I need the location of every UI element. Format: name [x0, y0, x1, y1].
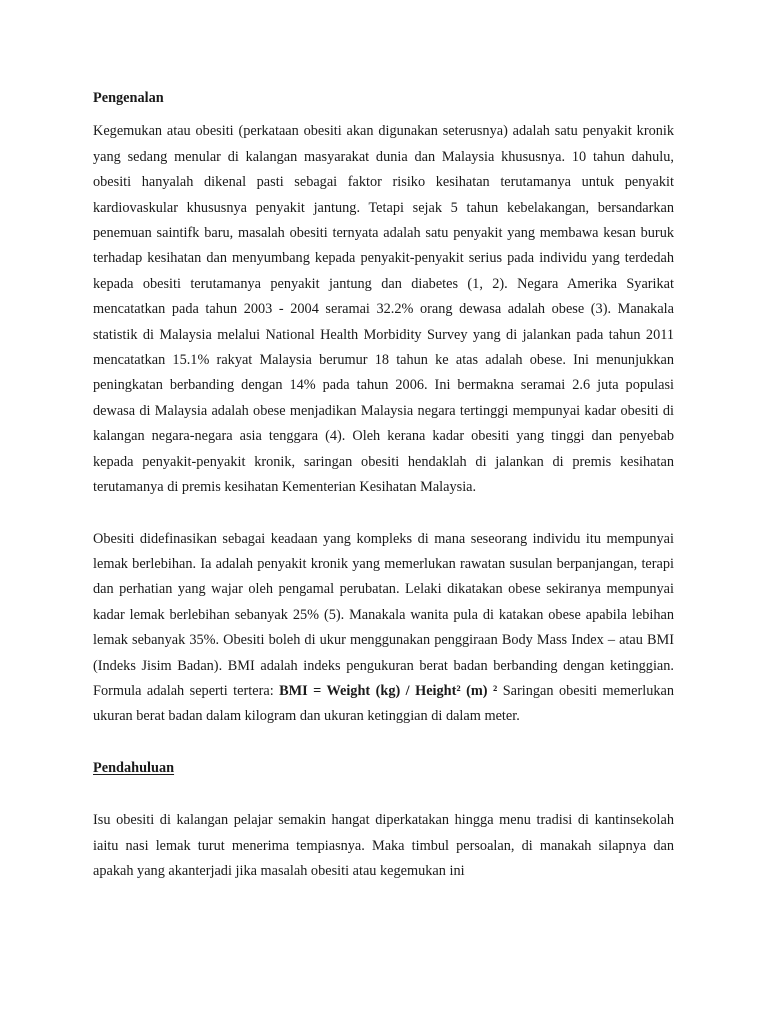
paragraph-text: Saringan obesiti memerlukan ukuran berat badan dalam kilogram dan ukuran ketinggian di dalam meter.: [93, 682, 674, 725]
bmi-formula: BMI = Weight (kg) / Height² (m) ²: [279, 682, 498, 699]
paragraph-pengenalan-2: [93, 527, 674, 730]
paragraph-pendahuluan-1: Isu obesiti di kalangan pelajar semakin hangat diperkatakan hingga menu tradisi di kantinsekolah iaitu nasi lemak turut menerima tempiasnya. Maka timbul persoalan, di manakah silapnya dan apakah yang akanterjadi jika masalah obesiti atau kegemukan ini: [93, 812, 674, 879]
spacer: [93, 781, 674, 808]
paragraph-text: Obesiti didefinasikan sebagai keadaan yang kompleks di mana seseorang individu itu mempunyai lemak berlebihan. Ia adalah penyakit kronik yang memerlukan rawatan susulan berpanjangan, terapi dan perhatian yang wajar oleh pengamal perubatan. Lelaki dikatakan obese sekiranya mempunyai kadar lemak berlebihan sebanyak 25% (5). Manakala wanita pula di katakan obese apabila lebihan lemak sebanyak 35%. Obesiti boleh di ukur menggunakan penggiraan Body Mass Index – atau BMI (Indeks Jisim Badan). BMI adalah indeks pengukuran berat badan berbanding dengan ketinggian. Formula adalah seperti tertera:: [93, 530, 674, 699]
spacer: [93, 111, 674, 119]
document-body: [93, 86, 674, 884]
section-heading-pendahuluan: Pendahuluan: [93, 759, 175, 776]
spacer: [93, 730, 674, 756]
section-heading-pengenalan: Pengenalan: [93, 90, 164, 106]
paragraph-pengenalan-1: Kegemukan atau obesiti (perkataan obesiti akan digunakan seterusnya) adalah satu penyakit kronik yang sedang menular di kalangan masyarakat dunia dan Malaysia khususnya. 10 tahun dahulu, obesiti hanyalah dikenal pasti sebagai faktor risiko kesihatan terutamanya untuk penyakit kardiovaskular khususnya penyakit jantung. Tetapi sejak 5 tahun kebelakangan, bersandarkan penemuan saintifk baru, masalah obesiti ternyata adalah satu penyakit yang membawa kesan buruk terhadap kesihatan dan menyumbang kepada penyakit-penyakit serius pada individu yang terdedah kepada obesiti terutamanya penyakit jantung dan diabetes (1, 2). Negara Amerika Syarikat mencatatkan pada tahun 2003 - 2004 seramai 32.2% orang dewasa adalah obese (3). Manakala statistik di Malaysia melalui National Health Morbidity Survey yang di jalankan pada tahun 2011 mencatatkan 15.1% rakyat Malaysia berumur 18 tahun ke atas adalah obese. Ini menunjukkan peningkatan berbanding dengan 14% pada tahun 2006. Ini bermakna seramai 2.6 juta populasi dewasa di Malaysia adalah obese menjadikan Malaysia negara tertinggi mempunyai kadar obesiti di kalangan negara-negara asia tenggara (4). Oleh kerana kadar obesiti yang tinggi dan penyebab kepada penyakit-penyakit kronik, saringan obesiti hendaklah di jalankan di premis kesihatan terutamanya di premis kesihatan Kementerian Kesihatan Malaysia.: [93, 123, 674, 496]
spacer: [93, 501, 674, 527]
